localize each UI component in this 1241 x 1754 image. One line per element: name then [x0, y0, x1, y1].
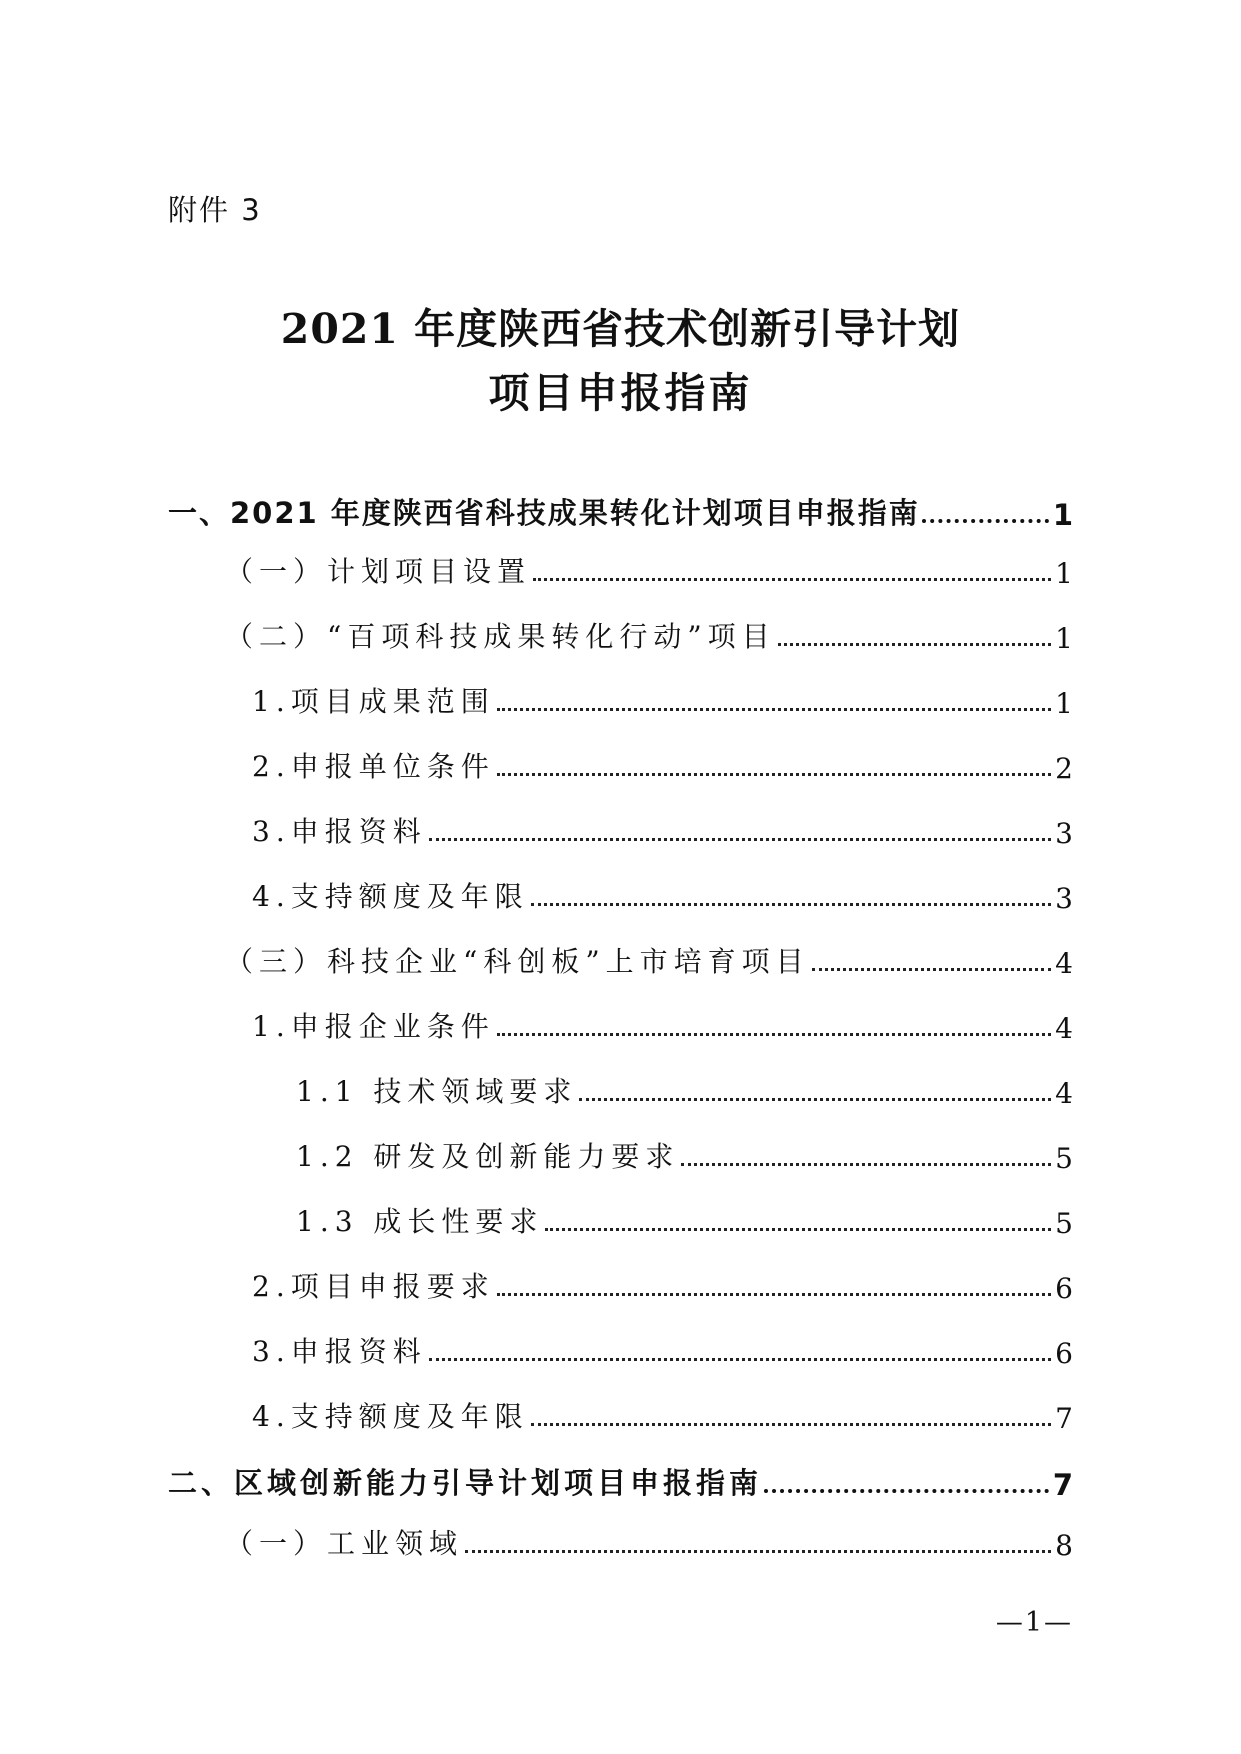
toc-entry-label: 一、2021 年度陕西省科技成果转化计划项目申报指南 — [168, 496, 920, 530]
toc-entry-label: 二、区域创新能力引导计划项目申报指南 — [168, 1466, 763, 1500]
toc-entry-label: 3.申报资料 — [252, 1335, 427, 1368]
toc-leader-dots — [922, 519, 1049, 523]
toc-entry-page: 5 — [1055, 1142, 1073, 1175]
toc-entry-page: 7 — [1052, 1468, 1073, 1502]
toc-entry-page: 4 — [1055, 947, 1073, 980]
toc-leader-dots — [497, 773, 1051, 776]
toc-entry[interactable] — [225, 1522, 1073, 1562]
toc-entry[interactable] — [225, 550, 1073, 590]
toc-entry-page: 1 — [1055, 687, 1073, 720]
toc-leader-dots — [545, 1228, 1051, 1231]
toc-entry-label: 1.申报企业条件 — [252, 1010, 495, 1043]
document-title-line1: 2021 年度陕西省技术创新引导计划 — [280, 305, 961, 353]
toc-entry-page: 3 — [1055, 817, 1073, 850]
toc-entry[interactable] — [252, 745, 1073, 785]
toc-leader-dots — [778, 643, 1052, 646]
toc-entry[interactable] — [168, 1462, 1073, 1502]
toc-leader-dots — [429, 838, 1051, 841]
toc-entry-label: 1.2 研发及创新能力要求 — [296, 1140, 680, 1173]
toc-entry[interactable] — [252, 680, 1073, 720]
toc-entry-page: 7 — [1055, 1402, 1073, 1435]
document-title-line2: 项目申报指南 — [488, 369, 753, 417]
toc-entry-label: 1.1 技术领域要求 — [296, 1075, 578, 1108]
toc-entry[interactable] — [296, 1200, 1073, 1240]
toc-entry-label: （二）“百项科技成果转化行动”项目 — [225, 620, 776, 653]
toc-leader-dots — [533, 578, 1051, 581]
toc-leader-dots — [579, 1098, 1051, 1101]
toc-entry[interactable] — [225, 940, 1073, 980]
toc-entry-label: （三）科技企业“科创板”上市培育项目 — [225, 945, 810, 978]
toc-leader-dots — [465, 1550, 1051, 1553]
toc-entry[interactable] — [252, 875, 1073, 915]
attachment-label: 附件 3 — [168, 193, 262, 227]
toc-entry-page: 1 — [1052, 498, 1073, 532]
toc-leader-dots — [531, 903, 1051, 906]
toc-entry[interactable] — [225, 615, 1073, 655]
toc-entry-page: 6 — [1055, 1272, 1073, 1305]
toc-leader-dots — [429, 1358, 1051, 1361]
toc-entry[interactable] — [168, 492, 1073, 532]
toc-entry-label: 1.项目成果范围 — [252, 685, 495, 718]
toc-entry-page: 2 — [1055, 752, 1073, 785]
toc-entry-label: 2.项目申报要求 — [252, 1270, 495, 1303]
toc-entry-page: 3 — [1055, 882, 1073, 915]
toc-entry-page: 6 — [1055, 1337, 1073, 1370]
toc-entry-label: 4.支持额度及年限 — [252, 1400, 529, 1433]
toc-entry-page: 4 — [1055, 1012, 1073, 1045]
toc-entry-label: 1.3 成长性要求 — [296, 1205, 544, 1238]
toc-leader-dots — [497, 1293, 1051, 1296]
toc-leader-dots — [764, 1489, 1049, 1493]
toc-entry[interactable] — [252, 1005, 1073, 1045]
toc-entry-label: 4.支持额度及年限 — [252, 880, 529, 913]
toc-entry-label: 2.申报单位条件 — [252, 750, 495, 783]
page-number: —1— — [995, 1607, 1073, 1638]
toc-leader-dots — [681, 1163, 1051, 1166]
toc-entry-label: （一）计划项目设置 — [225, 555, 532, 588]
toc-entry[interactable] — [252, 1265, 1073, 1305]
toc-entry[interactable] — [252, 810, 1073, 850]
toc-entry[interactable] — [296, 1070, 1073, 1110]
toc-entry-page: 1 — [1055, 557, 1073, 590]
toc-leader-dots — [497, 1033, 1051, 1036]
toc-entry-page: 8 — [1055, 1529, 1073, 1562]
toc-entry[interactable] — [252, 1395, 1073, 1435]
toc-leader-dots — [497, 708, 1051, 711]
toc-entry-page: 4 — [1055, 1077, 1073, 1110]
toc-leader-dots — [812, 968, 1052, 971]
toc-entry[interactable] — [252, 1330, 1073, 1370]
toc-entry[interactable] — [296, 1135, 1073, 1175]
toc-leader-dots — [531, 1423, 1051, 1426]
toc-entry-label: （一）工业领域 — [225, 1527, 464, 1560]
toc-entry-page: 1 — [1055, 622, 1073, 655]
toc-entry-page: 5 — [1055, 1207, 1073, 1240]
toc-entry-label: 3.申报资料 — [252, 815, 427, 848]
